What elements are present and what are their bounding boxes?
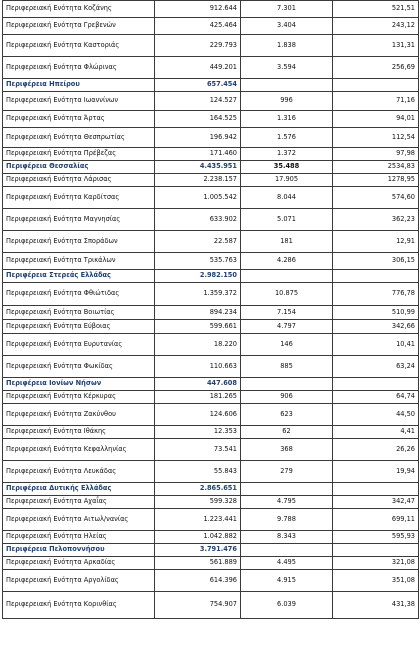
table-row [3,306,419,320]
value-a-cell: 754.907 [155,592,241,619]
value-b-cell: 906 [241,391,333,404]
name-cell: Περιφέρεια Στερεάς Ελλάδας [3,270,155,283]
value-c-cell: 71,16 [333,92,419,111]
table-row [3,253,419,270]
value-a-cell: 22.587 [155,231,241,253]
table-row [3,439,419,461]
name-cell: Περιφερειακή Ενότητα Ευρυτανίας [3,334,155,356]
value-b-cell: 623 [241,404,333,426]
value-a-cell: 449.201 [155,57,241,79]
table-row [3,283,419,306]
value-b-cell [241,483,333,496]
value-c-cell [333,270,419,283]
table-row [3,531,419,544]
value-b-cell [241,79,333,92]
name-cell: Περιφερειακή Ενότητα Φωκίδας [3,356,155,378]
value-a-cell: 73.541 [155,439,241,461]
value-a-cell: 2.238.157 [155,174,241,187]
table-row [3,92,419,111]
value-a-cell: 18.220 [155,334,241,356]
value-a-cell: 1.042.882 [155,531,241,544]
value-c-cell: 63,24 [333,356,419,378]
value-b-cell: 996 [241,92,333,111]
region-row [3,79,419,92]
value-c-cell: 595,93 [333,531,419,544]
value-c-cell: 131,31 [333,35,419,57]
value-a-cell: 164.525 [155,111,241,128]
name-cell: Περιφερειακή Ενότητα Αργολίδας [3,570,155,592]
table-row [3,426,419,439]
value-a-cell: 535.763 [155,253,241,270]
table-row [3,174,419,187]
value-b-cell: 8.044 [241,187,333,209]
value-b-cell: 5.071 [241,209,333,231]
value-a-cell: 657.454 [155,79,241,92]
value-b-cell: 279 [241,461,333,483]
value-b-cell [241,378,333,391]
table-row [3,187,419,209]
value-b-cell: 4.915 [241,570,333,592]
value-c-cell: 97,98 [333,148,419,161]
region-row [3,544,419,557]
value-c-cell: 64,74 [333,391,419,404]
value-b-cell: 8.343 [241,531,333,544]
value-b-cell: 1.576 [241,128,333,148]
value-b-cell [241,544,333,557]
value-b-cell: 10.875 [241,283,333,306]
value-b-cell: 885 [241,356,333,378]
name-cell: Περιφερειακή Ενότητα Μαγνησίας [3,209,155,231]
value-b-cell: 368 [241,439,333,461]
value-b-cell: 6.039 [241,592,333,619]
name-cell: Περιφέρεια Ηπείρου [3,79,155,92]
value-a-cell: 181.265 [155,391,241,404]
value-a-cell: 4.435.951 [155,161,241,174]
table-row [3,35,419,57]
value-a-cell: 171.460 [155,148,241,161]
value-a-cell: 894.234 [155,306,241,320]
value-b-cell: 3.404 [241,18,333,35]
name-cell: Περιφερειακή Ενότητα Λευκάδας [3,461,155,483]
name-cell: Περιφερειακή Ενότητα Φλώρινας [3,57,155,79]
value-c-cell: 306,15 [333,253,419,270]
value-a-cell: 3.791.476 [155,544,241,557]
region-row [3,378,419,391]
value-a-cell: 447.608 [155,378,241,391]
value-a-cell: 561.889 [155,557,241,570]
table-row [3,592,419,619]
value-c-cell: 2534,83 [333,161,419,174]
value-c-cell: 431,38 [333,592,419,619]
value-c-cell: 243,12 [333,18,419,35]
region-row [3,483,419,496]
name-cell: Περιφέρεια Θεσσαλίας [3,161,155,174]
value-c-cell: 521,51 [333,1,419,18]
table-row [3,209,419,231]
region-row [3,270,419,283]
name-cell: Περιφερειακή Ενότητα Ιθάκης [3,426,155,439]
region-row [3,161,419,174]
value-c-cell: 574,60 [333,187,419,209]
value-c-cell: 26,26 [333,439,419,461]
table-row [3,1,419,18]
name-cell: Περιφερειακή Ενότητα Ιωαννίνων [3,92,155,111]
value-b-cell: 4.795 [241,496,333,509]
name-cell: Περιφερειακή Ενότητα Γρεβενών [3,18,155,35]
name-cell: Περιφερειακή Ενότητα Κοζάνης [3,1,155,18]
value-b-cell: 181 [241,231,333,253]
value-c-cell: 10,41 [333,334,419,356]
table-row [3,57,419,79]
value-b-cell: 146 [241,334,333,356]
table-row [3,148,419,161]
value-a-cell: 2.865.651 [155,483,241,496]
name-cell: Περιφερειακή Ενότητα Καστοριάς [3,35,155,57]
table-body [3,1,419,619]
value-c-cell: 1278,95 [333,174,419,187]
name-cell: Περιφερειακή Ενότητα Κεφαλληνίας [3,439,155,461]
value-a-cell: 912.644 [155,1,241,18]
value-c-cell: 19,94 [333,461,419,483]
name-cell: Περιφερειακή Ενότητα Κέρκυρας [3,391,155,404]
name-cell: Περιφερειακή Ενότητα Τρικάλων [3,253,155,270]
value-b-cell: 1.372 [241,148,333,161]
value-b-cell: 17.905 [241,174,333,187]
value-a-cell: 614.396 [155,570,241,592]
table-row [3,356,419,378]
name-cell: Περιφερειακή Ενότητα Εύβοιας [3,320,155,334]
value-c-cell: 776,78 [333,283,419,306]
table-row [3,320,419,334]
value-b-cell: 3.594 [241,57,333,79]
value-a-cell: 599.661 [155,320,241,334]
value-a-cell: 229.793 [155,35,241,57]
value-a-cell: 633.902 [155,209,241,231]
name-cell: Περιφερειακή Ενότητα Αρκαδίας [3,557,155,570]
table-row [3,509,419,531]
value-a-cell: 1.359.372 [155,283,241,306]
value-a-cell: 1.223.441 [155,509,241,531]
value-c-cell: 321,08 [333,557,419,570]
value-b-cell [241,270,333,283]
name-cell: Περιφερειακή Ενότητα Βοιωτίας [3,306,155,320]
table-row [3,111,419,128]
value-a-cell: 599.328 [155,496,241,509]
table-row [3,461,419,483]
value-a-cell: 12.353 [155,426,241,439]
value-a-cell: 55.843 [155,461,241,483]
name-cell: Περιφερειακή Ενότητα Αιτωλ/νανίας [3,509,155,531]
name-cell: Περιφέρεια Ιονίων Νήσων [3,378,155,391]
value-b-cell: 4.495 [241,557,333,570]
value-c-cell [333,79,419,92]
name-cell: Περιφερειακή Ενότητα Σποράδων [3,231,155,253]
table-row [3,496,419,509]
value-c-cell: 510,99 [333,306,419,320]
regional-data-table [2,0,419,619]
name-cell: Περιφερειακή Ενότητα Ηλείας [3,531,155,544]
name-cell: Περιφέρεια Πελοποννήσου [3,544,155,557]
value-a-cell: 124.527 [155,92,241,111]
value-c-cell: 699,11 [333,509,419,531]
name-cell: Περιφερειακή Ενότητα Άρτας [3,111,155,128]
value-b-cell: 4.797 [241,320,333,334]
value-c-cell: 362,23 [333,209,419,231]
value-a-cell: 196.942 [155,128,241,148]
table-row [3,557,419,570]
table-row [3,18,419,35]
value-c-cell: 12,91 [333,231,419,253]
name-cell: Περιφερειακή Ενότητα Πρέβεζας [3,148,155,161]
name-cell: Περιφερειακή Ενότητα Λάρισας [3,174,155,187]
value-b-cell: 4.286 [241,253,333,270]
value-c-cell [333,378,419,391]
value-a-cell: 2.982.150 [155,270,241,283]
name-cell: Περιφερειακή Ενότητα Καρδίτσας [3,187,155,209]
value-c-cell [333,483,419,496]
value-b-cell: 9.788 [241,509,333,531]
value-b-cell: 7.154 [241,306,333,320]
value-b-cell: 62 [241,426,333,439]
table-row [3,128,419,148]
value-c-cell: 4,41 [333,426,419,439]
value-b-cell: 1.316 [241,111,333,128]
table-row [3,231,419,253]
value-a-cell: 1.005.542 [155,187,241,209]
name-cell: Περιφερειακή Ενότητα Θεσπρωτίας [3,128,155,148]
name-cell: Περιφερειακή Ενότητα Ζακύνθου [3,404,155,426]
table-row [3,334,419,356]
value-a-cell: 110.663 [155,356,241,378]
value-c-cell: 342,66 [333,320,419,334]
value-c-cell: 44,50 [333,404,419,426]
table-row [3,404,419,426]
name-cell: Περιφέρεια Δυτικής Ελλάδας [3,483,155,496]
value-a-cell: 124.606 [155,404,241,426]
value-b-cell: 1.838 [241,35,333,57]
value-c-cell: 256,69 [333,57,419,79]
value-c-cell: 342,47 [333,496,419,509]
value-c-cell: 94,01 [333,111,419,128]
name-cell: Περιφερειακή Ενότητα Κορινθίας [3,592,155,619]
value-b-cell: 35.488 [241,161,333,174]
name-cell: Περιφερειακή Ενότητα Φθιώτιδας [3,283,155,306]
value-c-cell: 112,54 [333,128,419,148]
value-c-cell: 351,08 [333,570,419,592]
table-row [3,570,419,592]
value-a-cell: 425.464 [155,18,241,35]
name-cell: Περιφερειακή Ενότητα Αχαΐας [3,496,155,509]
value-c-cell [333,544,419,557]
value-b-cell: 7.301 [241,1,333,18]
table-row [3,391,419,404]
